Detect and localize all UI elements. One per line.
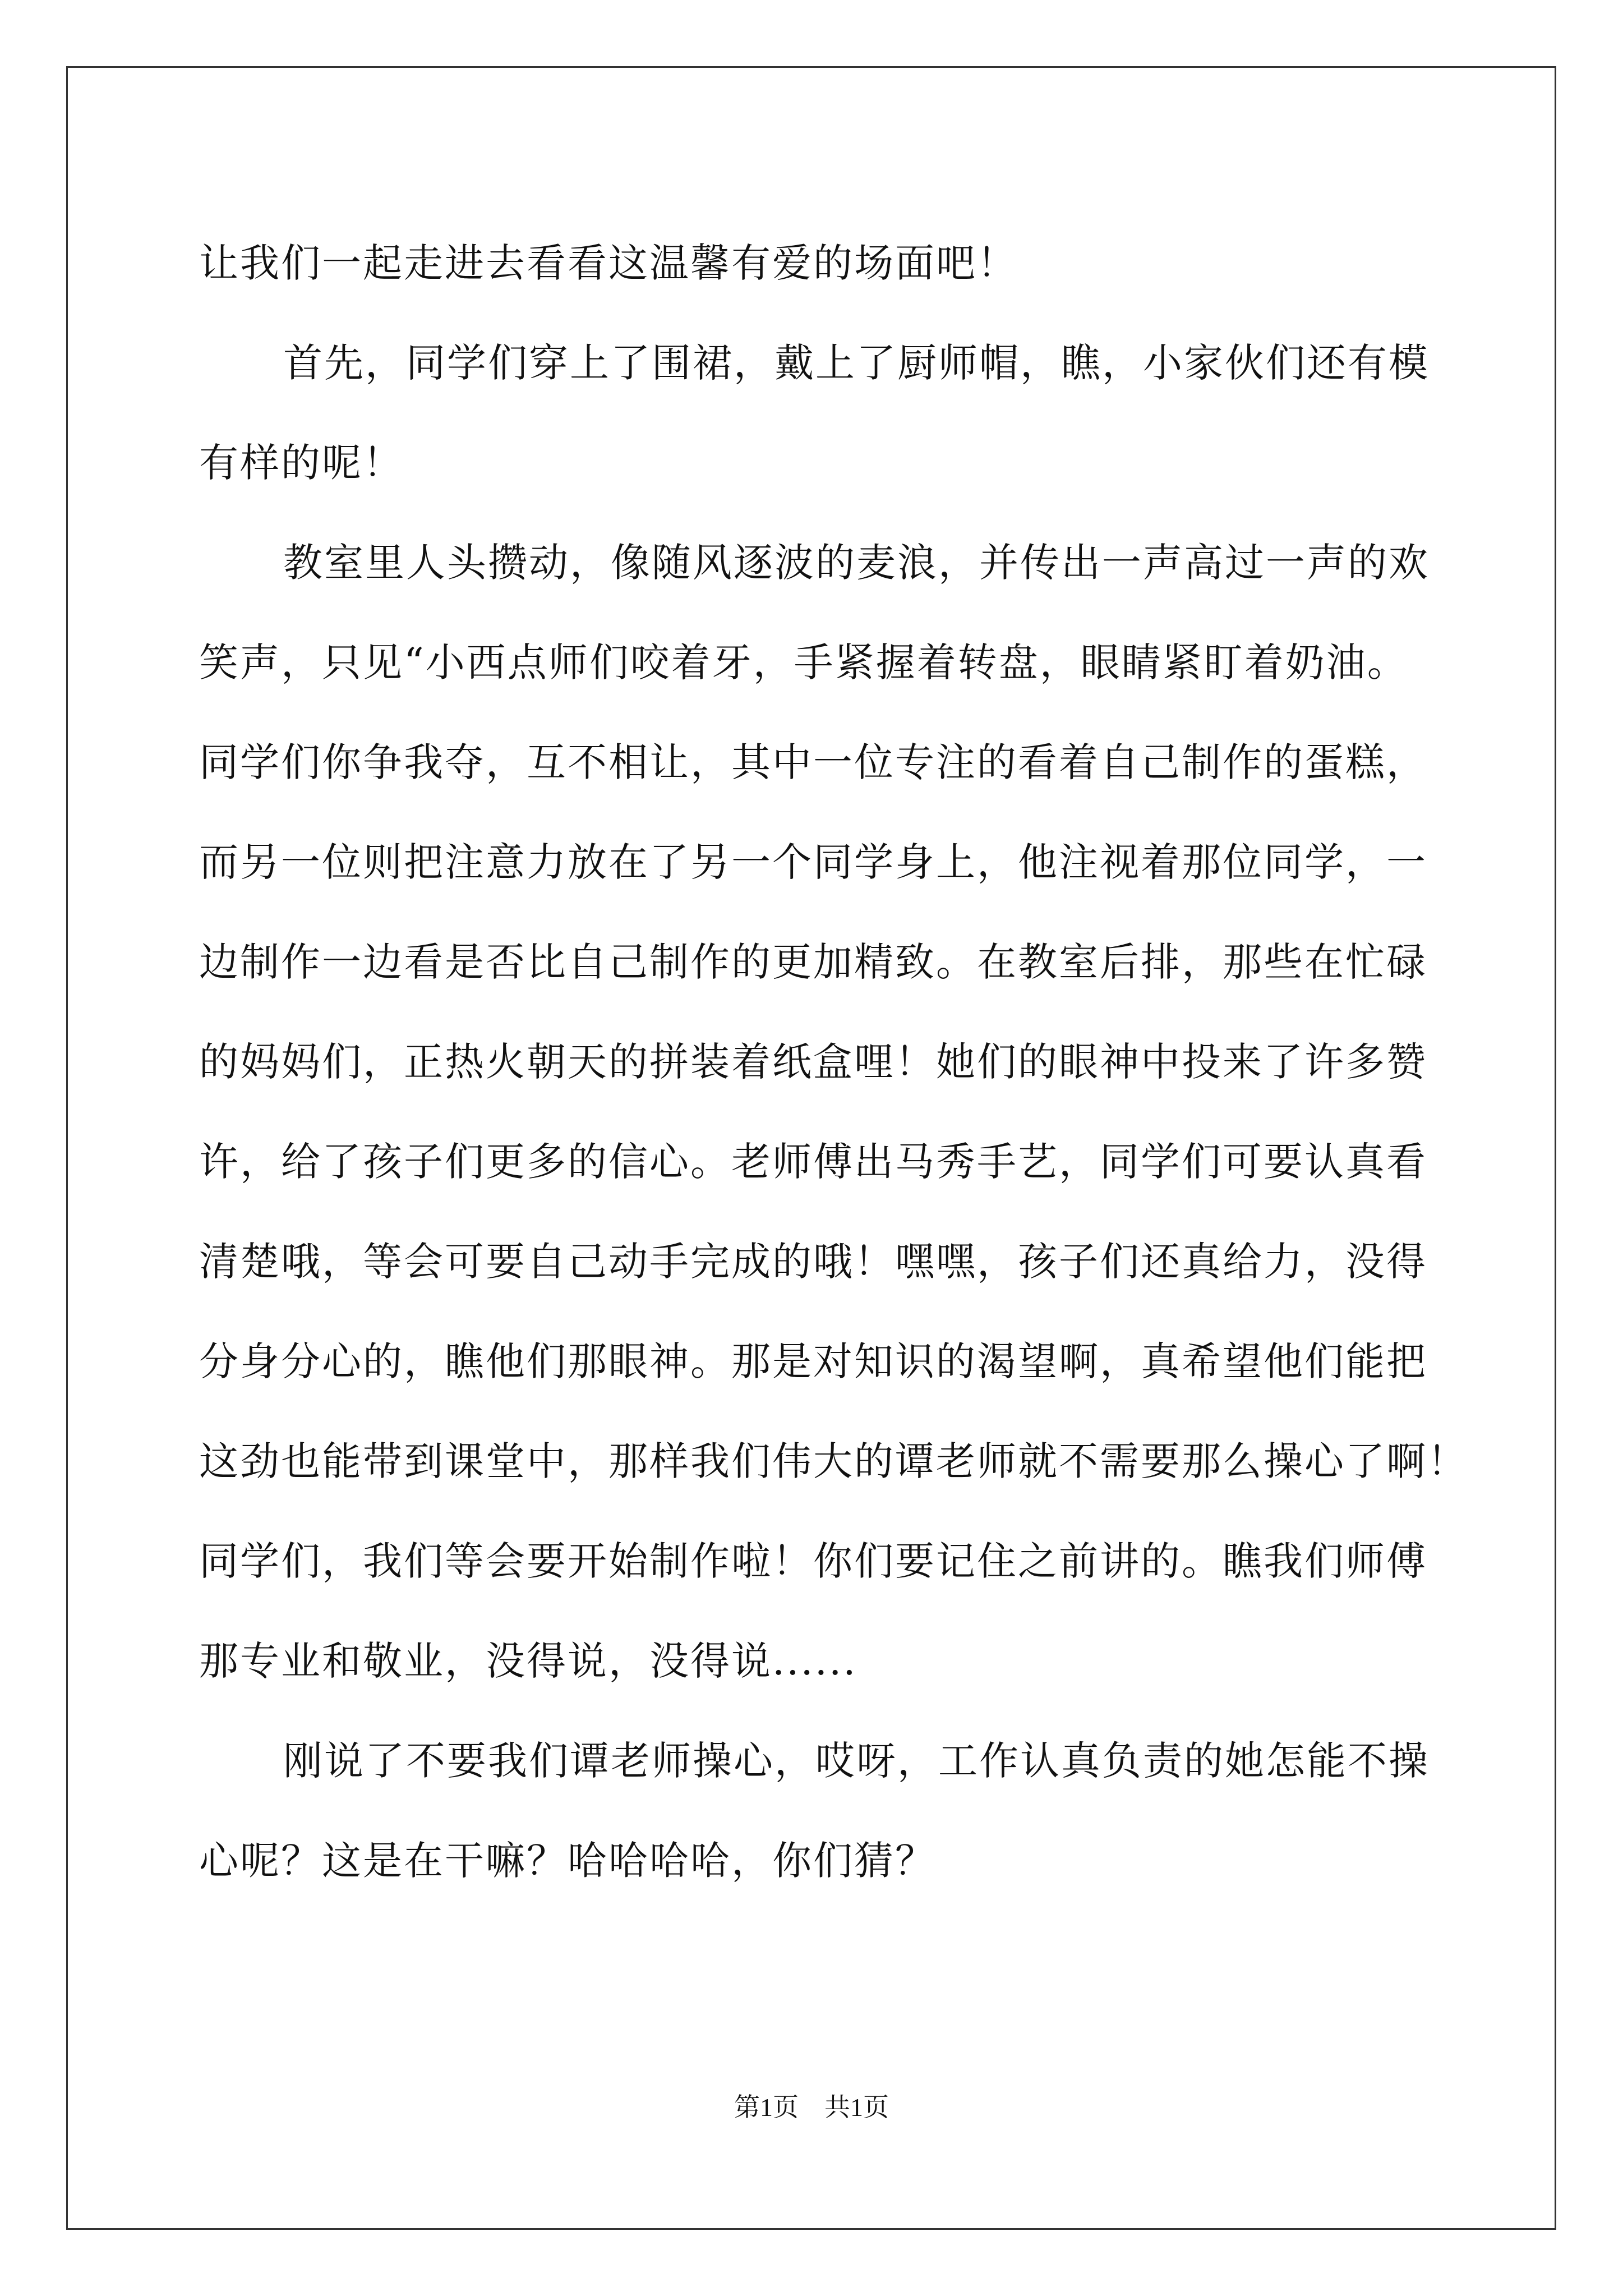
text-line-8: 边制作一边看是否比自己制作的更加精致。在教室后排，那些在忙碌 bbox=[199, 939, 1427, 985]
text-line-4: 教室里人头攒动，像随风逐波的麦浪，并传出一声高过一声的欢 bbox=[283, 540, 1430, 586]
text-line-5: 笑声，只见“小西点师们咬着牙，手紧握着转盘，眼睛紧盯着奶油。 bbox=[199, 639, 1408, 685]
text-line-11: 清楚哦，等会可要自己动手完成的哦！嘿嘿，孩子们还真给力，没得 bbox=[199, 1239, 1427, 1285]
document-body bbox=[199, 213, 1467, 1911]
page-number: 第1页 共1页 bbox=[734, 2093, 889, 2122]
text-line-1: 让我们一起走进去看看这温馨有爱的场面吧！ bbox=[199, 240, 1018, 286]
text-line-2: 首先，同学们穿上了围裙，戴上了厨师帽，瞧，小家伙们还有模 bbox=[283, 340, 1430, 386]
text-line-16: 刚说了不要我们谭老师操心，哎呀，工作认真负责的她怎能不操 bbox=[283, 1738, 1430, 1784]
text-line-15: 那专业和敬业，没得说，没得说...... bbox=[199, 1638, 857, 1684]
text-line-3: 有样的呢！ bbox=[199, 440, 404, 486]
text-line-6: 同学们你争我夺，互不相让，其中一位专注的看着自己制作的蛋糕， bbox=[199, 739, 1427, 785]
text-line-17: 心呢？这是在干嘛？哈哈哈哈，你们猜？ bbox=[199, 1838, 936, 1884]
text-line-7: 而另一位则把注意力放在了另一个同学身上，他注视着那位同学，一 bbox=[199, 839, 1427, 885]
text-line-12: 分身分心的，瞧他们那眼神。那是对知识的渴望啊，真希望他们能把 bbox=[199, 1338, 1427, 1384]
text-line-14: 同学们，我们等会要开始制作啦！你们要记住之前讲的。瞧我们师傅 bbox=[199, 1538, 1427, 1584]
text-line-10: 许，给了孩子们更多的信心。老师傅出马秀手艺，同学们可要认真看 bbox=[199, 1139, 1427, 1185]
text-line-13: 这劲也能带到课堂中，那样我们伟大的谭老师就不需要那么操心了啊！ bbox=[199, 1438, 1468, 1484]
text-line-9: 的妈妈们，正热火朝天的拼装着纸盒哩！她们的眼神中投来了许多赞 bbox=[199, 1039, 1427, 1085]
